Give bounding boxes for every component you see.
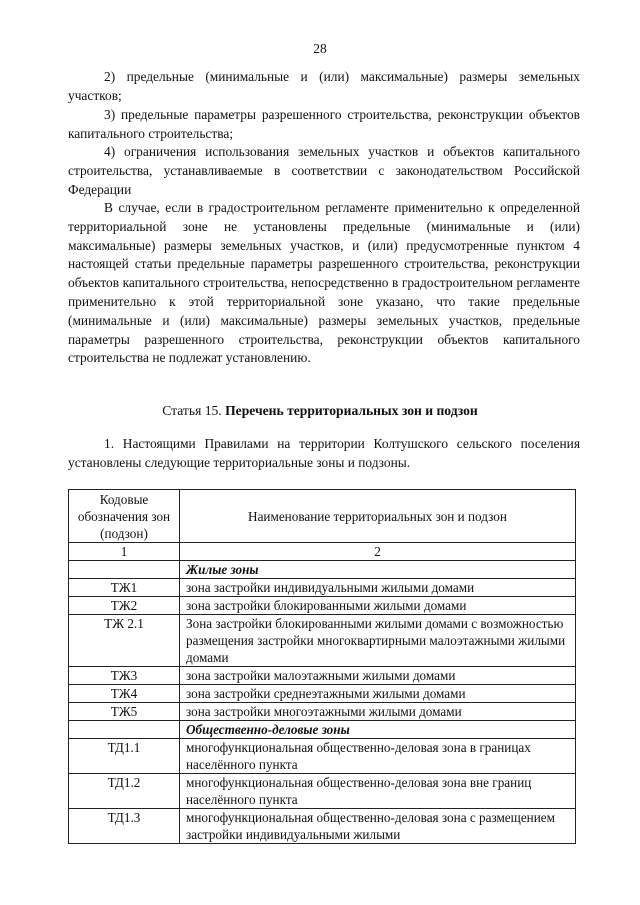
paragraph-item-2: 2) предельные (минимальные и (или) максимальные) размеры земельных участков; (68, 69, 580, 103)
zone-code-cell: ТЖ1 (69, 579, 180, 597)
table-row (69, 774, 576, 809)
page-number: 28 (313, 41, 327, 56)
article-heading (0, 402, 640, 420)
zone-code-cell: ТЖ2 (69, 597, 180, 615)
table-row (69, 597, 576, 615)
numbering-name-cell: 2 (180, 543, 576, 561)
zone-code-cell: ТД1.1 (69, 739, 180, 774)
zone-code-cell: ТЖ 2.1 (69, 615, 180, 667)
table-group-row (69, 561, 576, 579)
zone-name-cell: Зона застройки блокированными жилыми домами с возможностью размещения застройки многоквартирными малоэтажными жилыми домами (180, 615, 576, 667)
zone-group-title: Жилые зоны (180, 561, 576, 579)
zone-code-cell: ТД1.2 (69, 774, 180, 809)
table-header-row (69, 490, 576, 543)
zone-name-cell: многофункциональная общественно-деловая зона вне границ населённого пункта (180, 774, 576, 809)
intro-paragraph: 1. Настоящими Правилами на территории Колтушского сельского поселения установлены следующие территориальные зоны и подзоны. (68, 436, 580, 470)
paragraph-item-3: 3) предельные параметры разрешенного строительства, реконструкции объектов капитального строительства; (68, 107, 580, 141)
table-row (69, 579, 576, 597)
article-number: Статья 15. (162, 403, 226, 418)
zone-name-cell: зона застройки среднеэтажными жилыми домами (180, 685, 576, 703)
zone-name-cell: зона застройки блокированными жилыми домами (180, 597, 576, 615)
table-row (69, 615, 576, 667)
zone-code-cell (69, 561, 180, 579)
table-numbering-row (69, 543, 576, 561)
paragraph-exception: В случае, если в градостроительном регламенте применительно к определенной территориальной зоне не установлены предельные (минимальные и (или) максимальные) размеры земельных участков, и (или) предусмотренные пунктом 4 настоящей статьи предельные параметры разрешенного строительства, реконструкции объектов капитального строительства, непосредственно в градостроительном регламенте применительно к этой территориальной зоне указано, что такие предельные (минимальные и (или) максимальные) размеры земельных участков, предельные параметры разрешенного строительства, реконструкции объектов капитального строительства не подлежат установлению. (68, 200, 580, 366)
paragraph-item-4: 4) ограничения использования земельных участков и объектов капитального строительства, устанавливаемые в соответствии с законодательством Российской Федерации (68, 144, 580, 197)
table-row (69, 739, 576, 774)
numbering-code-cell: 1 (69, 543, 180, 561)
article-title: Перечень территориальных зон и подзон (225, 403, 478, 418)
zone-name-cell: многофункциональная общественно-деловая зона с размещением застройки индивидуальными жилыми (180, 809, 576, 844)
table-row (69, 703, 576, 721)
zone-name-cell: зона застройки малоэтажными жилыми домами (180, 667, 576, 685)
table-row (69, 685, 576, 703)
zone-code-cell (69, 721, 180, 739)
zone-group-title: Общественно-деловые зоны (180, 721, 576, 739)
table-row (69, 809, 576, 844)
header-code-cell: Кодовые обозначения зон (подзон) (69, 490, 180, 543)
header-name-cell: Наименование территориальных зон и подзон (180, 490, 576, 543)
table-row (69, 667, 576, 685)
table-group-row (69, 721, 576, 739)
zone-code-cell: ТЖ4 (69, 685, 180, 703)
zone-name-cell: зона застройки индивидуальными жилыми домами (180, 579, 576, 597)
zone-code-cell: ТД1.3 (69, 809, 180, 844)
zone-code-cell: ТЖ3 (69, 667, 180, 685)
zone-code-cell: ТЖ5 (69, 703, 180, 721)
zone-name-cell: многофункциональная общественно-деловая зона в границах населённого пункта (180, 739, 576, 774)
zone-name-cell: зона застройки многоэтажными жилыми домами (180, 703, 576, 721)
zones-table (68, 489, 576, 844)
